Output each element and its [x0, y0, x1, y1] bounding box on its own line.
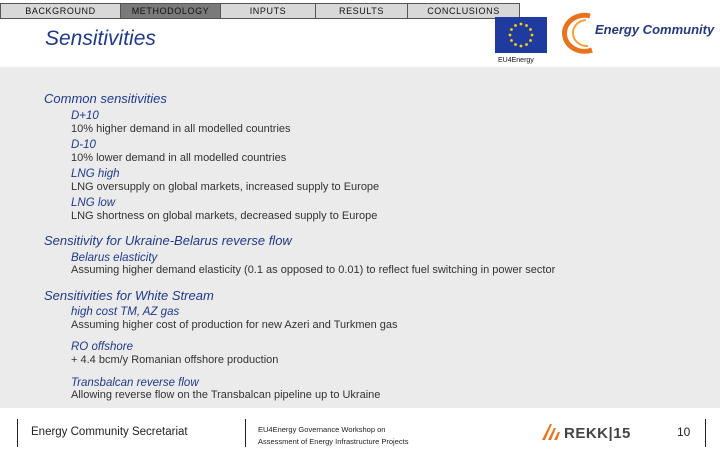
eu-star-icon: [529, 28, 532, 31]
item-desc-belarus-elasticity: Assuming higher demand elasticity (0.1 as opposed to 0.01) to reflect fuel switching in power sector: [71, 264, 556, 276]
page-title: Sensitivities: [45, 27, 156, 50]
eu-star-icon: [514, 24, 517, 27]
tab-results[interactable]: RESULTS: [315, 3, 407, 19]
content-panel: [0, 67, 720, 408]
item-title-ro-offshore: RO offshore: [71, 341, 133, 353]
footer-divider: [245, 419, 246, 447]
eu-star-icon: [525, 24, 528, 27]
footer-workshop-line-2: Assessment of Energy Infrastructure Projects: [258, 437, 409, 446]
eu-star-icon: [525, 43, 528, 46]
tab-background[interactable]: BACKGROUND: [0, 3, 120, 19]
eu-star-icon: [531, 34, 534, 37]
item-title-d-minus-10: D-10: [71, 139, 96, 151]
item-title-lng-low: LNG low: [71, 197, 116, 209]
section-heading-white-stream: Sensitivities for White Stream: [44, 288, 214, 303]
footer-secretariat: Energy Community Secretariat: [31, 426, 188, 438]
eu-star-icon: [520, 23, 523, 26]
item-desc-lng-high: LNG oversupply on global markets, increased supply to Europe: [71, 181, 380, 193]
eu-star-icon: [510, 28, 513, 31]
item-title-d-plus-10: D+10: [71, 110, 99, 122]
footer-divider: [705, 419, 706, 447]
item-desc-d-minus-10: 10% lower demand in all modelled countries: [71, 152, 287, 164]
energy-community-logo-text: Energy Community: [595, 22, 715, 37]
item-desc-high-cost-gas: Assuming higher cost of production for new Azeri and Turkmen gas: [71, 319, 398, 331]
item-desc-d-plus-10: 10% higher demand in all modelled countries: [71, 123, 291, 135]
item-title-lng-high: LNG high: [71, 168, 120, 180]
item-desc-ro-offshore: + 4.4 bcm/y Romanian offshore production: [71, 354, 279, 366]
tab-inputs[interactable]: INPUTS: [220, 3, 315, 19]
tab-methodology[interactable]: METHODOLOGY: [120, 3, 220, 19]
footer-workshop-line-1: EU4Energy Governance Workshop on: [258, 425, 386, 434]
rekk-logo-icon: [540, 422, 562, 442]
section-heading-common: Common sensitivities: [44, 91, 167, 106]
footer-workshop-text: [258, 424, 408, 448]
item-title-high-cost-gas: high cost TM, AZ gas: [71, 306, 180, 318]
eu-star-icon: [510, 39, 513, 42]
footer: [0, 408, 720, 450]
top-nav-bar: [0, 3, 520, 19]
section-heading-ukraine-belarus: Sensitivity for Ukraine-Belarus reverse flow: [44, 233, 292, 248]
item-desc-transbalcan: Allowing reverse flow on the Transbalcan pipeline up to Ukraine: [71, 389, 381, 401]
rekk-logo-text: REKK|15: [564, 425, 631, 442]
footer-divider: [17, 419, 18, 447]
eu-star-icon: [514, 43, 517, 46]
eu-star-icon: [509, 34, 512, 37]
eu4energy-label: EU4Energy: [498, 57, 534, 64]
eu-star-icon: [520, 45, 523, 48]
eu-flag-icon: [495, 17, 547, 53]
eu-star-icon: [529, 39, 532, 42]
tab-conclusions[interactable]: CONCLUSIONS: [407, 3, 520, 19]
item-title-transbalcan: Transbalcan reverse flow: [71, 377, 199, 389]
item-title-belarus-elasticity: Belarus elasticity: [71, 252, 158, 264]
item-desc-lng-low: LNG shortness on global markets, decreased supply to Europe: [71, 210, 378, 222]
page-number: 10: [677, 425, 691, 439]
